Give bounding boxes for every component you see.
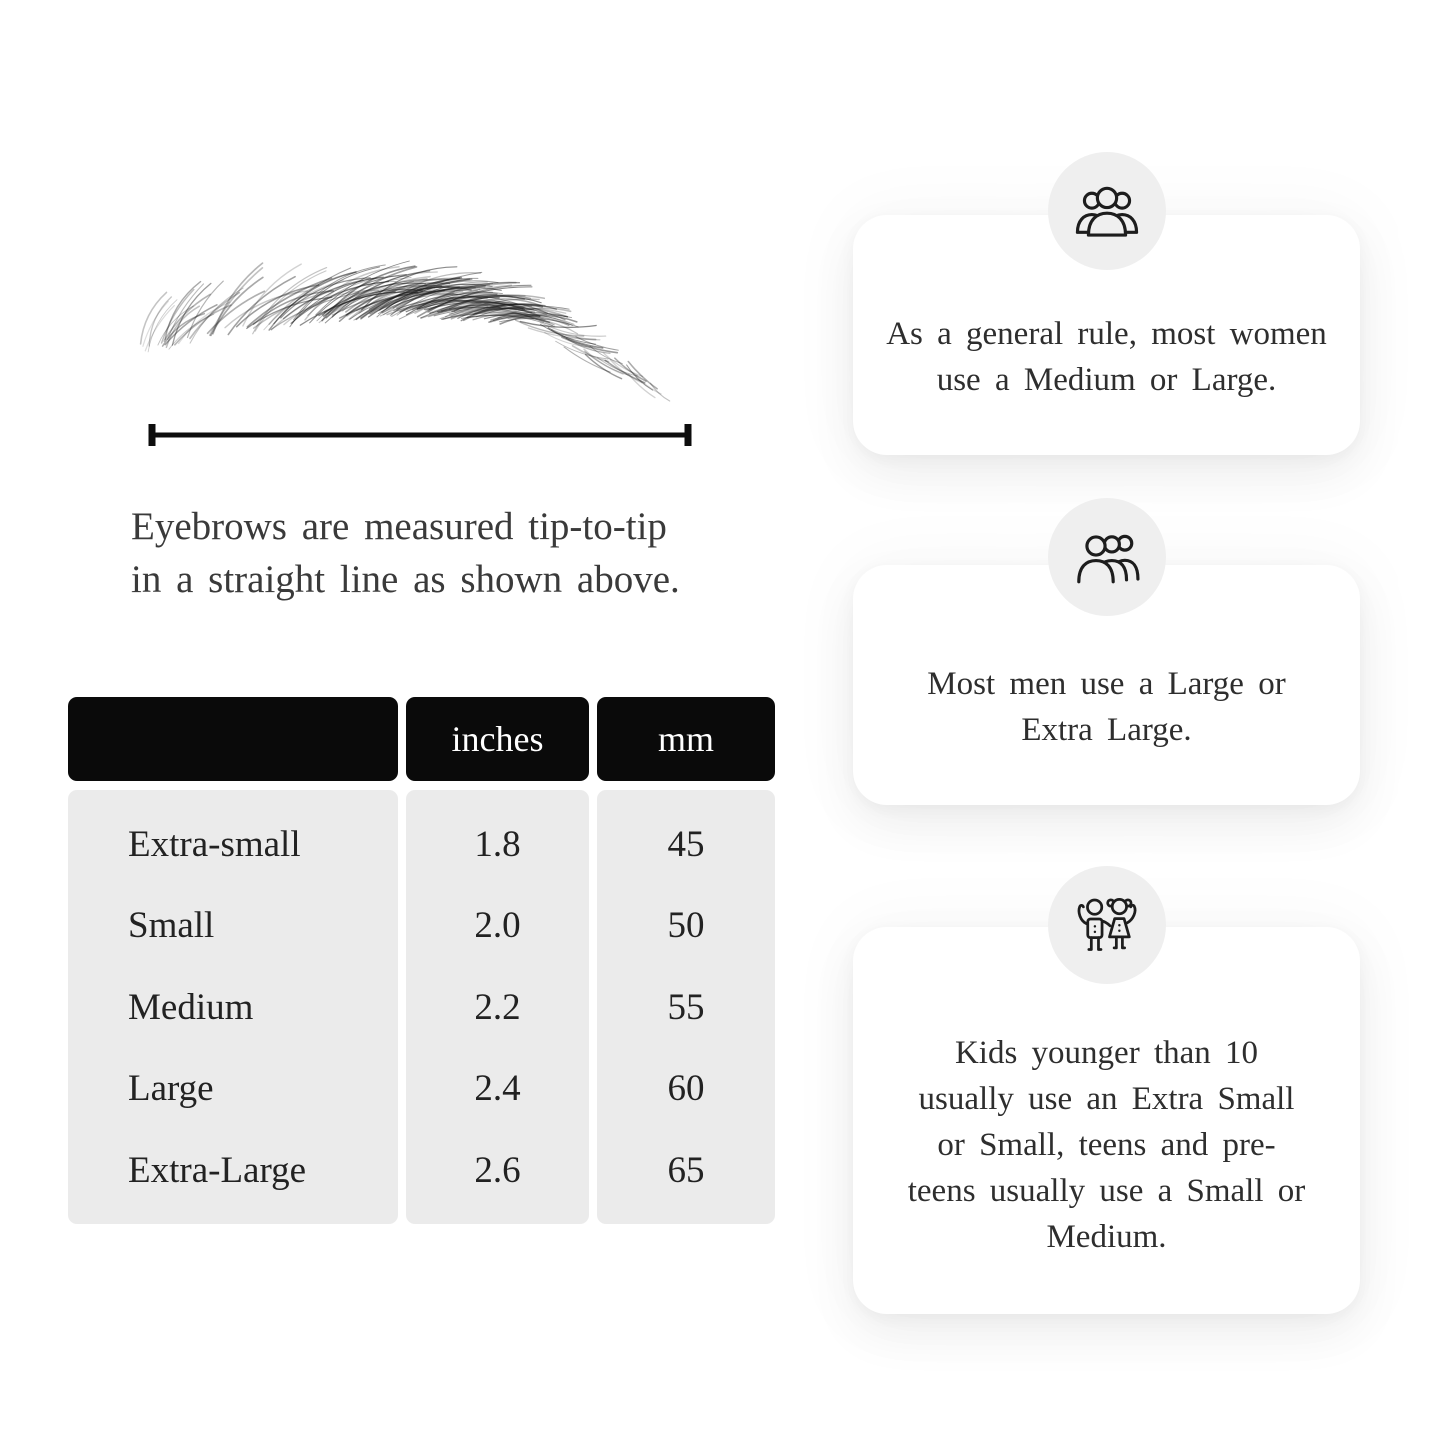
table-value-inches: 2.2	[474, 986, 521, 1028]
table-row-label: Small	[128, 905, 215, 946]
women-group-icon	[1048, 152, 1166, 270]
info-card-kids	[853, 927, 1360, 1314]
card-text-kids: Kids younger than 10 usually use an Extra Small or Small, teens and pre-teens usually use a Small or Medium.	[907, 1034, 1306, 1255]
table-column-inches	[406, 790, 589, 1224]
eyebrow-illustration	[118, 235, 698, 405]
table-value-inches: 2.4	[474, 1068, 521, 1109]
table-column-mm	[597, 790, 775, 1224]
size-table	[68, 697, 775, 1224]
table-header-inches: inches	[406, 697, 589, 781]
measurement-caption	[131, 500, 751, 606]
table-value-mm: 60	[667, 1068, 705, 1109]
eyebrow-sketch-svg	[118, 235, 698, 405]
kids-icon	[1048, 866, 1166, 984]
table-header-mm: mm	[597, 697, 775, 781]
men-group-icon	[1048, 498, 1166, 616]
men-group-icon-svg	[1074, 524, 1140, 590]
card-text-women: As a general rule, most women use a Medium or Large.	[886, 316, 1327, 398]
table-row-label: Large	[128, 1068, 214, 1109]
table-value-inches: 2.0	[474, 905, 521, 946]
table-row-label: Extra-Large	[128, 1149, 307, 1191]
table-column-labels	[68, 790, 398, 1224]
table-header-blank	[68, 697, 398, 781]
table-row-label: Medium	[128, 986, 254, 1028]
table-value-inches: 1.8	[474, 823, 521, 865]
caption-line-2: in a straight line as shown above.	[131, 558, 680, 601]
table-value-mm: 55	[667, 986, 705, 1028]
women-group-icon-svg	[1074, 178, 1140, 244]
table-row-label: Extra-small	[128, 823, 301, 865]
card-text-men: Most men use a Large or Extra Large.	[927, 666, 1286, 748]
table-value-mm: 50	[667, 905, 705, 946]
measure-line-svg	[145, 421, 695, 449]
table-value-inches: 2.6	[474, 1149, 521, 1191]
table-value-mm: 65	[667, 1149, 705, 1191]
table-value-mm: 45	[667, 823, 705, 865]
measure-line	[145, 421, 695, 449]
kids-icon-svg	[1074, 892, 1140, 958]
caption-line-1: Eyebrows are measured tip-to-tip	[131, 505, 667, 548]
